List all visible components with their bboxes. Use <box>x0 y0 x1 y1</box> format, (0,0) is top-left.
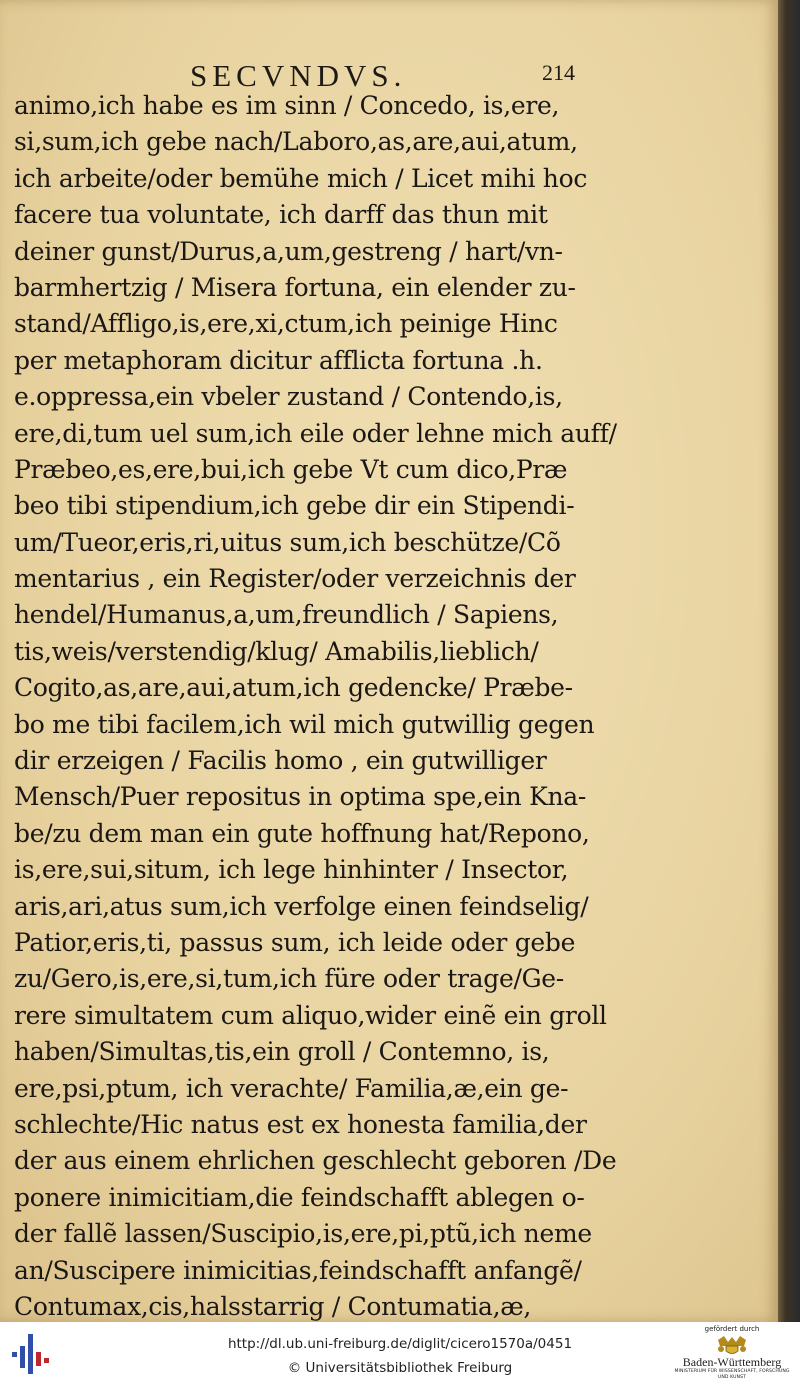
text-line: si,sum,ich gebe nach/Laboro,as,are,aui,atum, <box>14 127 578 157</box>
text-line: is,ere,sui,situm, ich lege hinhinter / Insector, <box>14 855 569 885</box>
text-line: barmhertzig / Misera fortuna, ein elender zu- <box>14 272 576 302</box>
running-head: SECVNDVS. <box>190 58 407 93</box>
page-number: 214 <box>542 60 575 85</box>
sponsor-name: Baden-Württemberg <box>682 1355 782 1369</box>
text-line: Patior,eris,ti, passus sum, ich leide oder gebe <box>14 927 576 957</box>
text-line: beo tibi stipendium,ich gebe dir ein Stipendi- <box>14 491 575 521</box>
text-line: animo,ich habe es im sinn / Concedo, is,ere, <box>14 91 560 120</box>
text-line: e.oppressa,ein vbeler zustand / Contendo,is, <box>14 382 563 412</box>
permalink-url[interactable]: http://dl.ub.uni-freiburg.de/diglit/cicero1570a/0451 <box>227 1336 573 1352</box>
text-line: Cogito,as,are,aui,atum,ich gedencke/ Præbe- <box>14 673 573 703</box>
text-line: be/zu dem man ein gute hoffnung hat/Repono, <box>14 818 590 848</box>
text-block <box>14 88 617 1362</box>
text-line: per metaphoram dicitur afflicta fortuna .h. <box>14 345 543 375</box>
text-line: rere simultatem cum aliquo,wider einẽ ein groll <box>14 1000 607 1030</box>
text-line: ponere inimicitiam,die feindschafft ablegen o- <box>14 1182 585 1212</box>
text-line: um/Tueor,eris,ri,uitus sum,ich beschütze/Cõ <box>14 527 561 557</box>
copyright-notice: © Universitätsbibliothek Freiburg <box>287 1360 513 1376</box>
text-line: zu/Gero,is,ere,si,tum,ich füre oder trage/Ge- <box>14 964 564 994</box>
text-line: ich arbeite/oder bemühe mich / Licet mihi hoc <box>14 163 588 193</box>
text-line: dir erzeigen / Facilis homo , ein gutwilliger <box>14 746 547 776</box>
text-line: facere tua voluntate, ich darff das thun mit <box>14 200 548 230</box>
text-line: bo me tibi facilem,ich wil mich gutwillig gegen <box>14 709 595 739</box>
text-line: ere,psi,ptum, ich verachte/ Familia,æ,ein ge- <box>14 1073 569 1103</box>
viewer-footer <box>0 1322 800 1383</box>
text-line: aris,ari,atus sum,ich verfolge einen feindselig/ <box>14 891 589 921</box>
text-line: stand/Affligo,is,ere,xi,ctum,ich peinige Hinc <box>14 309 558 339</box>
text-line: schlechte/Hic natus est ex honesta familia,der <box>14 1109 587 1139</box>
text-line: Mensch/Puer repositus in optima spe,ein Kna- <box>14 782 587 812</box>
state-crest-icon <box>714 1334 750 1356</box>
text-line: der fallẽ lassen/Suscipio,is,ere,pi,ptũ,ich neme <box>14 1219 592 1249</box>
text-line: deiner gunst/Durus,a,um,gestreng / hart/vn- <box>14 236 563 266</box>
text-line: mentarius , ein Register/oder verzeichnis der <box>14 564 576 594</box>
text-line: tis,weis/verstendig/klug/ Amabilis,lieblich/ <box>14 636 539 666</box>
text-line: ere,di,tum uel sum,ich eile oder lehne mich auff/ <box>14 418 617 448</box>
text-line: haben/Simultas,tis,ein groll / Contemno, is, <box>14 1037 550 1067</box>
text-line: Præbeo,es,ere,bui,ich gebe Vt cum dico,Præ <box>14 454 568 484</box>
text-line: an/Suscipere inimicitias,feindschafft anfangẽ/ <box>14 1255 582 1285</box>
page-edge <box>778 0 800 1322</box>
text-line: hendel/Humanus,a,um,freundlich / Sapiens, <box>14 600 559 630</box>
text-line: der aus einem ehrlichen geschlecht geboren /De <box>14 1146 617 1176</box>
sponsor-badge <box>672 1325 792 1381</box>
sponsor-ministry: MINISTERIUM FÜR WISSENSCHAFT, FORSCHUNG UND KUNST <box>674 1369 790 1380</box>
text-line: Contumax,cis,halsstarrig / Contumatia,æ, <box>14 1291 532 1321</box>
sponsor-label: gefördert durch <box>704 1325 760 1333</box>
